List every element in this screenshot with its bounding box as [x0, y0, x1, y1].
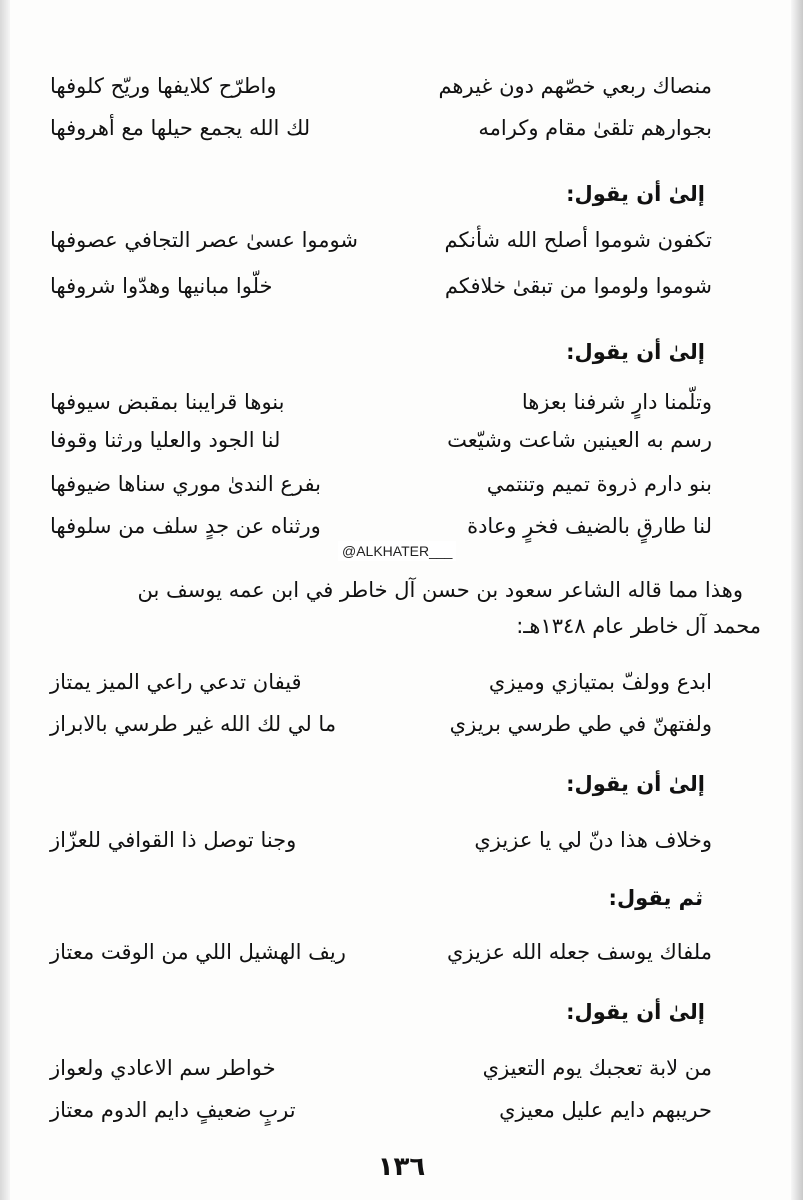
verse-line	[50, 934, 712, 970]
verse-second-hemistich: لك الله يجمع حيلها مع أهروفها	[50, 116, 311, 140]
verse-second-hemistich: لنا الجود والعليا ورثنا وقوفا	[50, 428, 281, 452]
section-heading: إلىٰ أن يقول:	[566, 340, 705, 364]
verse-line	[50, 508, 712, 544]
prose-line: محمد آل خاطر عام ١٣٤٨هـ:	[516, 614, 761, 638]
verse-second-hemistich: قيفان تدعي راعي الميز يمتاز	[50, 670, 302, 694]
verse-second-hemistich: واطرّح كلايفها وريّح كلوفها	[50, 74, 277, 98]
watermark-handle: @ALKHATER___	[338, 541, 456, 561]
section-heading: إلىٰ أن يقول:	[566, 772, 705, 796]
verse-second-hemistich: وجنا توصل ذا القوافي للعزّاز	[50, 828, 297, 852]
verse-first-hemistich: من لابة تعجبك يوم التعيزي	[482, 1056, 712, 1080]
verse-first-hemistich: منصاك ربعي خصّهم دون غيرهم	[438, 74, 712, 98]
section-heading: ثم يقول:	[608, 886, 703, 910]
page-number: ١٣٦	[377, 1152, 426, 1182]
prose-line: وهذا مما قاله الشاعر سعود بن حسن آل خاطر في ابن عمه يوسف بن	[137, 578, 743, 602]
verse-line	[50, 1092, 712, 1128]
verse-second-hemistich: بفرع الندىٰ موري سناها ضيوفها	[50, 472, 321, 496]
page-right-edge-shadow	[791, 0, 803, 1200]
section-heading: إلىٰ أن يقول:	[566, 1000, 705, 1024]
verse-first-hemistich: رسم به العينين شاعت وشيّعت	[447, 428, 712, 452]
verse-line	[50, 222, 712, 258]
verse-second-hemistich: شوموا عسىٰ عصر التجافي عصوفها	[50, 228, 358, 252]
verse-line	[50, 384, 712, 420]
verse-second-hemistich: خلّوا مبانيها وهدّوا شروفها	[50, 274, 273, 298]
verse-line	[50, 268, 712, 304]
verse-line	[50, 664, 712, 700]
verse-line	[50, 422, 712, 458]
verse-line	[50, 110, 712, 146]
verse-second-hemistich: ما لي لك الله غير طرسي بالابراز	[50, 712, 337, 736]
verse-line	[50, 706, 712, 742]
page-left-edge-shadow	[0, 0, 10, 1200]
verse-second-hemistich: ورثناه عن جدٍ سلف من سلوفها	[50, 514, 321, 538]
verse-first-hemistich: ولفتهنّ في طي طرسي بريزي	[449, 712, 712, 736]
verse-first-hemistich: بجوارهم تلقىٰ مقام وكرامه	[478, 116, 712, 140]
section-heading: إلىٰ أن يقول:	[566, 182, 705, 206]
verse-first-hemistich: تكفون شوموا أصلح الله شأنكم	[444, 228, 712, 252]
verse-line	[50, 466, 712, 502]
verse-second-hemistich: بنوها قرايبنا بمقبض سيوفها	[50, 390, 285, 414]
verse-first-hemistich: بنو دارم ذروة تميم وتنتمي	[486, 472, 712, 496]
verse-second-hemistich: ريف الهشيل اللي من الوقت معتاز	[50, 940, 346, 964]
verse-first-hemistich: حريبهم دايم عليل معيزي	[499, 1098, 712, 1122]
verse-first-hemistich: ابدع وولفّ بمتيازي وميزي	[488, 670, 712, 694]
verse-line	[50, 822, 712, 858]
verse-first-hemistich: وخلاف هذا دنّ لي يا عزيزي	[474, 828, 712, 852]
verse-line	[50, 68, 712, 104]
verse-first-hemistich: لنا طارقٍ بالضيف فخرٍ وعادة	[467, 514, 712, 538]
verse-line	[50, 1050, 712, 1086]
verse-first-hemistich: شوموا ولوموا من تبقىٰ خلافكم	[444, 274, 712, 298]
verse-first-hemistich: ملفاك يوسف جعله الله عزيزي	[446, 940, 712, 964]
verse-second-hemistich: تربٍ ضعيفٍ دايم الدوم معتاز	[50, 1098, 296, 1122]
verse-first-hemistich: وتلّمنا دارٍ شرفنا بعزها	[521, 390, 712, 414]
verse-second-hemistich: خواطر سم الاعادي ولعواز	[50, 1056, 276, 1080]
